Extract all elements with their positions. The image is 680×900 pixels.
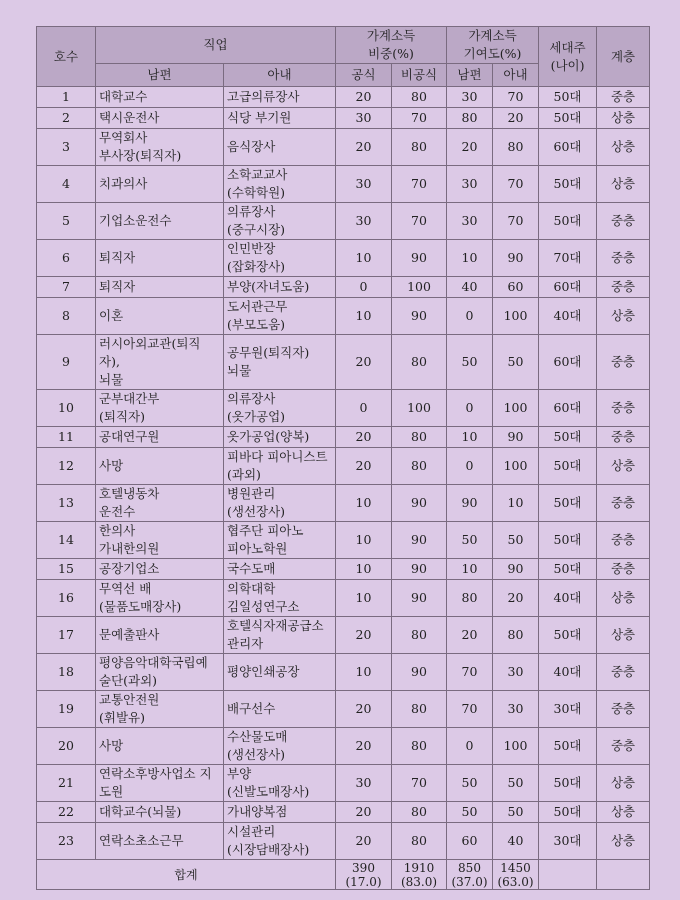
- wife-job: 옷가공업(양복): [224, 427, 336, 448]
- head-age: 60대: [539, 390, 597, 427]
- table-row: [37, 166, 650, 203]
- header-husband: 남편: [96, 64, 224, 87]
- unofficial-ratio: 90: [392, 485, 447, 522]
- table-row: [37, 277, 650, 298]
- total-contrib-husband: 850 (37.0): [447, 860, 493, 890]
- header-contrib-husband: 남편: [447, 64, 493, 87]
- wife-job: 가내양복점: [224, 802, 336, 823]
- wife-contribution: 50: [493, 765, 539, 802]
- husband-contribution: 30: [447, 203, 493, 240]
- husband-job: 공대연구원: [96, 427, 224, 448]
- husband-job: 치과의사: [96, 166, 224, 203]
- official-ratio: 20: [336, 691, 392, 728]
- husband-contribution: 80: [447, 580, 493, 617]
- wife-job: 식당 부기원: [224, 108, 336, 129]
- husband-contribution: 60: [447, 823, 493, 860]
- wife-job: 피바다 피아니스트 (과외): [224, 448, 336, 485]
- social-class: 중층: [597, 728, 650, 765]
- row-no: 19: [37, 691, 96, 728]
- wife-job: 평양인쇄공장: [224, 654, 336, 691]
- husband-job: 연락소후방사업소 지 도원: [96, 765, 224, 802]
- official-ratio: 30: [336, 765, 392, 802]
- row-no: 22: [37, 802, 96, 823]
- head-age: 60대: [539, 335, 597, 390]
- unofficial-ratio: 80: [392, 617, 447, 654]
- unofficial-ratio: 80: [392, 448, 447, 485]
- unofficial-ratio: 70: [392, 765, 447, 802]
- row-no: 5: [37, 203, 96, 240]
- head-age: 40대: [539, 580, 597, 617]
- head-age: 50대: [539, 108, 597, 129]
- table-row: [37, 390, 650, 427]
- table-row: [37, 728, 650, 765]
- social-class: 상층: [597, 580, 650, 617]
- header-head-age: 세대주 (나이): [539, 27, 597, 87]
- social-class: 중층: [597, 522, 650, 559]
- social-class: 상층: [597, 448, 650, 485]
- husband-contribution: 30: [447, 166, 493, 203]
- husband-contribution: 50: [447, 522, 493, 559]
- husband-job: 무역선 배 (물품도매장사): [96, 580, 224, 617]
- husband-contribution: 50: [447, 765, 493, 802]
- unofficial-ratio: 90: [392, 522, 447, 559]
- husband-job: 이혼: [96, 298, 224, 335]
- table-row: [37, 559, 650, 580]
- unofficial-ratio: 80: [392, 129, 447, 166]
- wife-contribution: 50: [493, 522, 539, 559]
- wife-job: 국수도매: [224, 559, 336, 580]
- official-ratio: 20: [336, 728, 392, 765]
- husband-job: 대학교수: [96, 87, 224, 108]
- header-unofficial: 비공식: [392, 64, 447, 87]
- unofficial-ratio: 80: [392, 823, 447, 860]
- official-ratio: 20: [336, 448, 392, 485]
- wife-job: 도서관근무 (부모도움): [224, 298, 336, 335]
- head-age: 50대: [539, 522, 597, 559]
- husband-contribution: 50: [447, 335, 493, 390]
- social-class: 중층: [597, 335, 650, 390]
- wife-job: 호텔식자재공급소 관리자: [224, 617, 336, 654]
- wife-job: 부양(자녀도움): [224, 277, 336, 298]
- row-no: 11: [37, 427, 96, 448]
- table-row: [37, 802, 650, 823]
- social-class: 중층: [597, 485, 650, 522]
- head-age: 40대: [539, 654, 597, 691]
- wife-contribution: 10: [493, 485, 539, 522]
- social-class: 상층: [597, 802, 650, 823]
- husband-contribution: 0: [447, 448, 493, 485]
- official-ratio: 0: [336, 390, 392, 427]
- table-row: [37, 240, 650, 277]
- social-class: 중층: [597, 654, 650, 691]
- official-ratio: 10: [336, 485, 392, 522]
- header-income-ratio: 가계소득 비중(%): [336, 27, 447, 64]
- husband-job: 퇴직자: [96, 277, 224, 298]
- husband-job: 무역회사 부사장(퇴직자): [96, 129, 224, 166]
- wife-job: 고급의류장사: [224, 87, 336, 108]
- social-class: 상층: [597, 166, 650, 203]
- unofficial-ratio: 90: [392, 654, 447, 691]
- unofficial-ratio: 80: [392, 728, 447, 765]
- table-row: [37, 765, 650, 802]
- row-no: 17: [37, 617, 96, 654]
- wife-job: 배구선수: [224, 691, 336, 728]
- official-ratio: 10: [336, 522, 392, 559]
- wife-job: 의류장사 (중구시장): [224, 203, 336, 240]
- head-age: 50대: [539, 559, 597, 580]
- wife-job: 소학교교사 (수학학원): [224, 166, 336, 203]
- total-official: 390 (17.0): [336, 860, 392, 890]
- total-class: [597, 860, 650, 890]
- table-row: [37, 87, 650, 108]
- husband-job: 군부대간부 (퇴직자): [96, 390, 224, 427]
- header-official: 공식: [336, 64, 392, 87]
- head-age: 50대: [539, 448, 597, 485]
- official-ratio: 30: [336, 166, 392, 203]
- social-class: 중층: [597, 390, 650, 427]
- head-age: 50대: [539, 203, 597, 240]
- official-ratio: 20: [336, 802, 392, 823]
- husband-job: 사망: [96, 448, 224, 485]
- head-age: 50대: [539, 427, 597, 448]
- wife-job: 인민반장 (잡화장사): [224, 240, 336, 277]
- head-age: 50대: [539, 166, 597, 203]
- husband-contribution: 0: [447, 390, 493, 427]
- unofficial-ratio: 90: [392, 240, 447, 277]
- total-contrib-wife: 1450 (63.0): [493, 860, 539, 890]
- husband-contribution: 0: [447, 298, 493, 335]
- husband-job: 대학교수(뇌물): [96, 802, 224, 823]
- wife-contribution: 80: [493, 129, 539, 166]
- husband-job: 공장기업소: [96, 559, 224, 580]
- row-no: 14: [37, 522, 96, 559]
- head-age: 50대: [539, 728, 597, 765]
- husband-job: 평양음악대학국립예 술단(과외): [96, 654, 224, 691]
- wife-contribution: 70: [493, 87, 539, 108]
- wife-contribution: 30: [493, 691, 539, 728]
- table-row: [37, 691, 650, 728]
- unofficial-ratio: 100: [392, 390, 447, 427]
- table-row: [37, 654, 650, 691]
- unofficial-ratio: 80: [392, 87, 447, 108]
- header-income-contribution: 가계소득 기여도(%): [447, 27, 539, 64]
- wife-job: 공무원(퇴직자) 뇌물: [224, 335, 336, 390]
- official-ratio: 20: [336, 617, 392, 654]
- husband-job: 한의사 가내한의원: [96, 522, 224, 559]
- unofficial-ratio: 70: [392, 108, 447, 129]
- unofficial-ratio: 90: [392, 559, 447, 580]
- wife-contribution: 90: [493, 240, 539, 277]
- husband-job: 기업소운전수: [96, 203, 224, 240]
- row-no: 6: [37, 240, 96, 277]
- official-ratio: 20: [336, 823, 392, 860]
- row-no: 13: [37, 485, 96, 522]
- husband-job: 문예출판사: [96, 617, 224, 654]
- social-class: 중층: [597, 427, 650, 448]
- header-class: 계층: [597, 27, 650, 87]
- official-ratio: 10: [336, 654, 392, 691]
- row-no: 16: [37, 580, 96, 617]
- row-no: 7: [37, 277, 96, 298]
- row-no: 3: [37, 129, 96, 166]
- head-age: 50대: [539, 485, 597, 522]
- row-no: 4: [37, 166, 96, 203]
- row-no: 12: [37, 448, 96, 485]
- husband-contribution: 40: [447, 277, 493, 298]
- unofficial-ratio: 90: [392, 580, 447, 617]
- social-class: 중층: [597, 87, 650, 108]
- husband-contribution: 90: [447, 485, 493, 522]
- social-class: 중층: [597, 240, 650, 277]
- wife-contribution: 20: [493, 580, 539, 617]
- husband-job: 택시운전사: [96, 108, 224, 129]
- row-no: 23: [37, 823, 96, 860]
- table-row: [37, 335, 650, 390]
- total-unofficial: 1910 (83.0): [392, 860, 447, 890]
- unofficial-ratio: 80: [392, 335, 447, 390]
- husband-contribution: 0: [447, 728, 493, 765]
- row-no: 20: [37, 728, 96, 765]
- social-class: 상층: [597, 823, 650, 860]
- row-no: 18: [37, 654, 96, 691]
- husband-contribution: 10: [447, 240, 493, 277]
- husband-job: 퇴직자: [96, 240, 224, 277]
- total-row: [37, 860, 650, 890]
- official-ratio: 20: [336, 129, 392, 166]
- wife-job: 수산물도매 (생선장사): [224, 728, 336, 765]
- row-no: 15: [37, 559, 96, 580]
- table-row: [37, 823, 650, 860]
- wife-job: 부양 (신발도매장사): [224, 765, 336, 802]
- wife-contribution: 20: [493, 108, 539, 129]
- table-row: [37, 427, 650, 448]
- row-no: 9: [37, 335, 96, 390]
- wife-contribution: 60: [493, 277, 539, 298]
- wife-contribution: 40: [493, 823, 539, 860]
- row-no: 10: [37, 390, 96, 427]
- row-no: 2: [37, 108, 96, 129]
- header-no: 호수: [37, 27, 96, 87]
- row-no: 1: [37, 87, 96, 108]
- table-body: [37, 87, 650, 860]
- wife-contribution: 90: [493, 559, 539, 580]
- table-row: [37, 522, 650, 559]
- social-class: 상층: [597, 129, 650, 166]
- wife-contribution: 70: [493, 203, 539, 240]
- unofficial-ratio: 80: [392, 427, 447, 448]
- table-row: [37, 580, 650, 617]
- row-no: 21: [37, 765, 96, 802]
- husband-job: 호텔냉동차 운전수: [96, 485, 224, 522]
- unofficial-ratio: 70: [392, 166, 447, 203]
- wife-job: 의류장사 (옷가공업): [224, 390, 336, 427]
- wife-job: 음식장사: [224, 129, 336, 166]
- head-age: 70대: [539, 240, 597, 277]
- wife-contribution: 90: [493, 427, 539, 448]
- head-age: 60대: [539, 277, 597, 298]
- wife-job: 시설관리 (시장담배장사): [224, 823, 336, 860]
- head-age: 50대: [539, 802, 597, 823]
- head-age: 50대: [539, 765, 597, 802]
- head-age: 30대: [539, 691, 597, 728]
- husband-job: 연락소초소근무: [96, 823, 224, 860]
- table-row: [37, 617, 650, 654]
- social-class: 상층: [597, 108, 650, 129]
- table-row: [37, 129, 650, 166]
- head-age: 30대: [539, 823, 597, 860]
- official-ratio: 10: [336, 580, 392, 617]
- social-class: 상층: [597, 298, 650, 335]
- unofficial-ratio: 90: [392, 298, 447, 335]
- header-wife: 아내: [224, 64, 336, 87]
- wife-job: 의학대학 김일성연구소: [224, 580, 336, 617]
- social-class: 중층: [597, 277, 650, 298]
- wife-contribution: 70: [493, 166, 539, 203]
- row-no: 8: [37, 298, 96, 335]
- social-class: 중층: [597, 559, 650, 580]
- social-class: 중층: [597, 203, 650, 240]
- table-row: [37, 298, 650, 335]
- table-row: [37, 203, 650, 240]
- official-ratio: 10: [336, 298, 392, 335]
- wife-contribution: 30: [493, 654, 539, 691]
- household-income-table: [36, 26, 650, 890]
- husband-job: 사망: [96, 728, 224, 765]
- head-age: 50대: [539, 87, 597, 108]
- table-row: [37, 108, 650, 129]
- header-contrib-wife: 아내: [493, 64, 539, 87]
- social-class: 상층: [597, 765, 650, 802]
- wife-contribution: 100: [493, 448, 539, 485]
- husband-contribution: 70: [447, 691, 493, 728]
- head-age: 50대: [539, 617, 597, 654]
- wife-contribution: 100: [493, 728, 539, 765]
- head-age: 60대: [539, 129, 597, 166]
- total-age: [539, 860, 597, 890]
- social-class: 중층: [597, 691, 650, 728]
- official-ratio: 20: [336, 427, 392, 448]
- husband-contribution: 20: [447, 617, 493, 654]
- husband-contribution: 10: [447, 427, 493, 448]
- official-ratio: 10: [336, 559, 392, 580]
- unofficial-ratio: 70: [392, 203, 447, 240]
- wife-contribution: 100: [493, 298, 539, 335]
- husband-contribution: 10: [447, 559, 493, 580]
- official-ratio: 0: [336, 277, 392, 298]
- wife-job: 협주단 피아노 피아노학원: [224, 522, 336, 559]
- unofficial-ratio: 80: [392, 691, 447, 728]
- official-ratio: 10: [336, 240, 392, 277]
- husband-contribution: 20: [447, 129, 493, 166]
- official-ratio: 30: [336, 108, 392, 129]
- wife-contribution: 80: [493, 617, 539, 654]
- table-row: [37, 485, 650, 522]
- total-label: 합계: [37, 860, 336, 890]
- head-age: 40대: [539, 298, 597, 335]
- wife-contribution: 50: [493, 802, 539, 823]
- wife-contribution: 50: [493, 335, 539, 390]
- husband-contribution: 30: [447, 87, 493, 108]
- husband-job: 러시아외교관(퇴직자), 뇌물: [96, 335, 224, 390]
- wife-job: 병원관리 (생선장사): [224, 485, 336, 522]
- table-row: [37, 448, 650, 485]
- social-class: 상층: [597, 617, 650, 654]
- official-ratio: 20: [336, 87, 392, 108]
- official-ratio: 20: [336, 335, 392, 390]
- wife-contribution: 100: [493, 390, 539, 427]
- husband-job: 교통안전원 (휘발유): [96, 691, 224, 728]
- husband-contribution: 50: [447, 802, 493, 823]
- husband-contribution: 70: [447, 654, 493, 691]
- header-job: 직업: [96, 27, 336, 64]
- husband-contribution: 80: [447, 108, 493, 129]
- official-ratio: 30: [336, 203, 392, 240]
- unofficial-ratio: 100: [392, 277, 447, 298]
- unofficial-ratio: 80: [392, 802, 447, 823]
